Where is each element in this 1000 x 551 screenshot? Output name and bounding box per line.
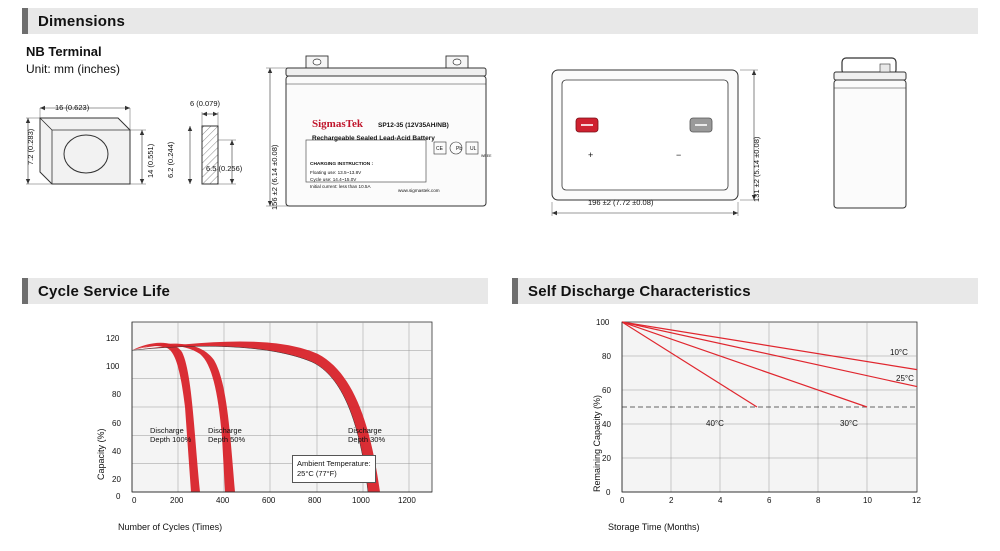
cycle-xtick-800: 800 bbox=[308, 496, 322, 505]
cycle-xaxis-title: Number of Cycles (Times) bbox=[118, 522, 223, 532]
terminal-height-label: 7.2 (0.283) bbox=[26, 128, 35, 165]
cycle-annotation-depth-100: Discharge Depth 100% bbox=[150, 426, 192, 445]
cycle-xtick-1000: 1000 bbox=[352, 496, 370, 505]
selfdischarge-ytick-20: 20 bbox=[602, 454, 611, 463]
battery-side-view-drawing bbox=[820, 50, 940, 220]
selfdischarge-annotation-40c: 40°C bbox=[706, 419, 724, 428]
selfdischarge-annotation-10c: 10°C bbox=[890, 348, 908, 357]
charging-instruction-title: CHARGING INSTRUCTION : bbox=[310, 162, 374, 167]
cycle-ytick-60: 60 bbox=[112, 419, 121, 428]
battery-top-height-label: 131 ±2 (5.14 ±0.08) bbox=[752, 136, 761, 202]
cycle-yaxis-title: Capacity (%) bbox=[96, 428, 106, 480]
unit-note: Unit: mm (inches) bbox=[26, 62, 121, 76]
charging-instruction-line-1: Floating use: 13.5~13.8V bbox=[310, 170, 362, 175]
battery-front-height-label: 156 ±2 (6.14 ±0.08) bbox=[270, 144, 279, 210]
section-header-self-discharge bbox=[512, 278, 978, 304]
cycle-ytick-20: 20 bbox=[112, 475, 121, 484]
cycle-xtick-0: 0 bbox=[132, 496, 137, 505]
cycle-ytick-80: 80 bbox=[112, 390, 121, 399]
selfdischarge-xtick-2: 2 bbox=[669, 496, 674, 505]
section-header-cycle-service-life bbox=[22, 278, 488, 304]
selfdischarge-ytick-60: 60 bbox=[602, 386, 611, 395]
selfdischarge-xaxis-title: Storage Time (Months) bbox=[608, 522, 700, 532]
cert-mark-weee: WEEE bbox=[481, 154, 492, 158]
cycle-ytick-100: 100 bbox=[106, 362, 120, 371]
terminal-inner-label: 6.2 (0.244) bbox=[166, 141, 175, 178]
selfdischarge-annotation-30c: 30°C bbox=[840, 419, 858, 428]
cert-mark-ce: CE bbox=[436, 146, 443, 152]
terminal-side-height-label: 14 (0.551) bbox=[146, 143, 155, 178]
charging-instruction-lines bbox=[310, 170, 371, 191]
self-discharge-chart bbox=[512, 312, 942, 527]
selfdischarge-yaxis-title: Remaining Capacity (%) bbox=[592, 394, 602, 492]
cert-mark-pb: Pb bbox=[456, 146, 463, 152]
cycle-xtick-600: 600 bbox=[262, 496, 276, 505]
cert-mark-ul: UL bbox=[470, 146, 477, 152]
battery-top-view-drawing bbox=[538, 58, 788, 223]
selfdischarge-xtick-10: 10 bbox=[863, 496, 872, 505]
selfdischarge-annotation-25c: 25°C bbox=[896, 374, 914, 383]
cycle-xtick-400: 400 bbox=[216, 496, 230, 505]
selfdischarge-xtick-6: 6 bbox=[767, 496, 772, 505]
selfdischarge-ytick-100: 100 bbox=[596, 318, 610, 327]
selfdischarge-ytick-80: 80 bbox=[602, 352, 611, 361]
battery-top-width-label: 196 ±2 (7.72 ±0.08) bbox=[588, 198, 654, 207]
cycle-service-life-chart bbox=[22, 312, 452, 527]
battery-product-line-label: Rechargeable Sealed Lead-Acid Battery bbox=[312, 135, 435, 142]
cycle-xtick-200: 200 bbox=[170, 496, 184, 505]
terminal-width-label: 16 (0.623) bbox=[55, 103, 90, 112]
section-title: Self Discharge Characteristics bbox=[528, 282, 751, 300]
cycle-annotation-depth-50: Discharge Depth 50% bbox=[208, 426, 246, 445]
subsection-title-nb-terminal: NB Terminal bbox=[26, 44, 102, 59]
terminal-negative-symbol: − bbox=[676, 150, 682, 160]
battery-website-label: www.sigmastek.com bbox=[398, 188, 440, 193]
selfdischarge-xtick-12: 12 bbox=[912, 496, 921, 505]
cycle-ytick-40: 40 bbox=[112, 447, 121, 456]
terminal-base-label: 6.5 (0.256) bbox=[206, 164, 243, 173]
selfdischarge-ytick-0: 0 bbox=[606, 488, 611, 497]
section-title: Cycle Service Life bbox=[38, 282, 171, 300]
section-title: Dimensions bbox=[38, 12, 126, 30]
battery-brand-label: SigmasTek bbox=[312, 118, 363, 130]
cycle-ytick-0: 0 bbox=[116, 492, 121, 501]
terminal-depth-label: 6 (0.079) bbox=[190, 99, 221, 108]
cycle-annotation-depth-30: Discharge Depth 30% bbox=[348, 426, 386, 445]
selfdischarge-ytick-40: 40 bbox=[602, 420, 611, 429]
cycle-ytick-120: 120 bbox=[106, 334, 120, 343]
section-header-dimensions bbox=[22, 8, 978, 34]
selfdischarge-xtick-4: 4 bbox=[718, 496, 723, 505]
cycle-annotation-ambient-temperature: Ambient Temperature: 25°C (77°F) bbox=[292, 455, 376, 483]
selfdischarge-xtick-0: 0 bbox=[620, 496, 625, 505]
terminal-positive-symbol: + bbox=[588, 150, 594, 160]
battery-model-label: SP12-35 (12V35AH/NB) bbox=[378, 122, 449, 129]
charging-instruction-line-3: Initial current: less than 10.5A bbox=[310, 183, 371, 189]
charging-instruction-line-2: Cycle use: 14.4~15.0V bbox=[310, 176, 357, 182]
selfdischarge-xtick-8: 8 bbox=[816, 496, 821, 505]
cycle-xtick-1200: 1200 bbox=[398, 496, 416, 505]
